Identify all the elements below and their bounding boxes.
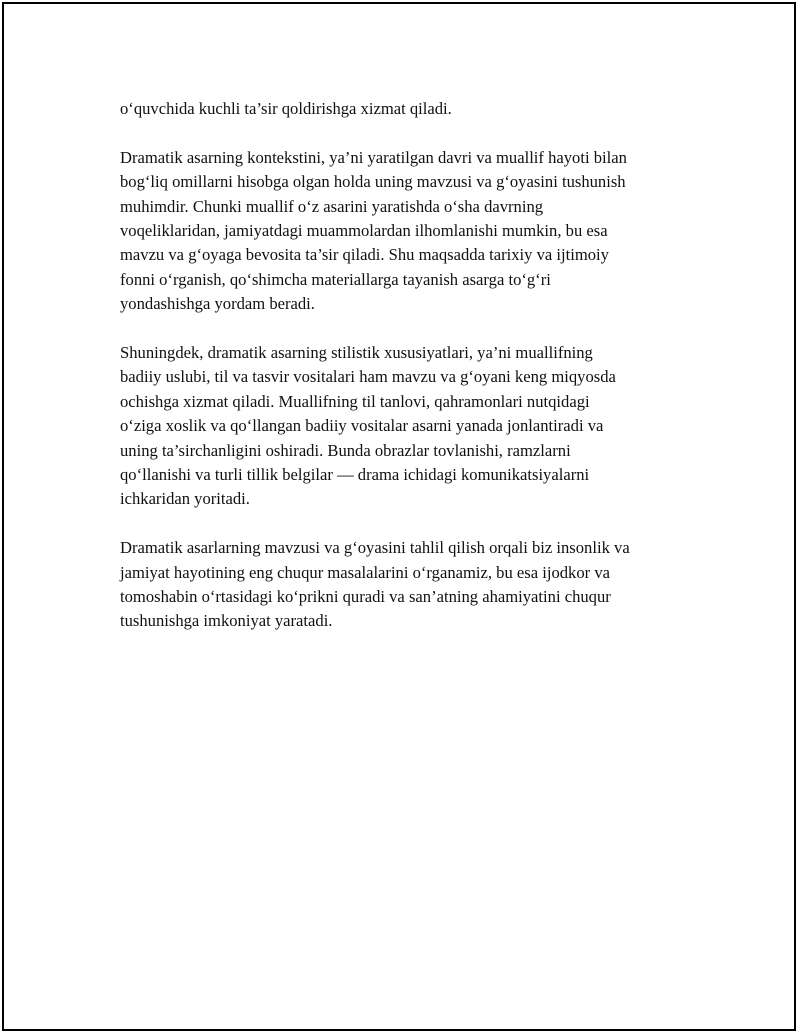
paragraph-conclusion: Dramatik asarlarning mavzusi va g‘oyasini tahlil qilish orqali biz insonlik va jamiyat hayotining eng chuqur masalalarini o‘rganamiz, bu esa ijodkor va tomoshabin o‘rtasidagi ko‘prikni quradi va san’atning ahamiyatini chuqur tushunishga imkoniyat yaratadi.	[120, 538, 630, 631]
document-body	[120, 97, 690, 658]
paragraph-continuation: o‘quvchida kuchli ta’sir qoldirishga xizmat qiladi.	[120, 99, 452, 118]
paragraph-context: Dramatik asarning kontekstini, ya’ni yaratilgan davri va muallif hayoti bilan bog‘liq omillarni hisobga olgan holda uning mavzusi va g‘oyasini tushunish muhimdir. Chunki muallif o‘z asarini yaratishda o‘sha davrning voqeliklaridan, jamiyatdagi muammolardan ilhomlanishi mumkin, bu esa mavzu va g‘oyaga bevosita ta’sir qiladi. Shu maqsadda tarixiy va ijtimoiy fonni o‘rganish, qo‘shimcha materiallarga tayanish asarga to‘g‘ri yondashishga yordam beradi.	[120, 147, 627, 314]
paragraph-stylistics: Shuningdek, dramatik asarning stilistik xususiyatlari, ya’ni muallifning badiiy uslubi, til va tasvir vositalari ham mavzu va g‘oyani keng miqyosda ochishga xizmat qiladi. Muallifning til tanlovi, qahramonlari nutqidagi o‘ziga xoslik va qo‘llangan badiiy vositalar asarni yanada jonlantiradi va uning ta’sirchanligini oshiradi. Bunda obrazlar tovlanishi, ramzlarni qo‘llanishi va turli tillik belgilar — drama ichidagi komunikatsiyalarni ichkaridan yoritadi.	[120, 343, 616, 509]
document-page	[2, 2, 796, 1031]
